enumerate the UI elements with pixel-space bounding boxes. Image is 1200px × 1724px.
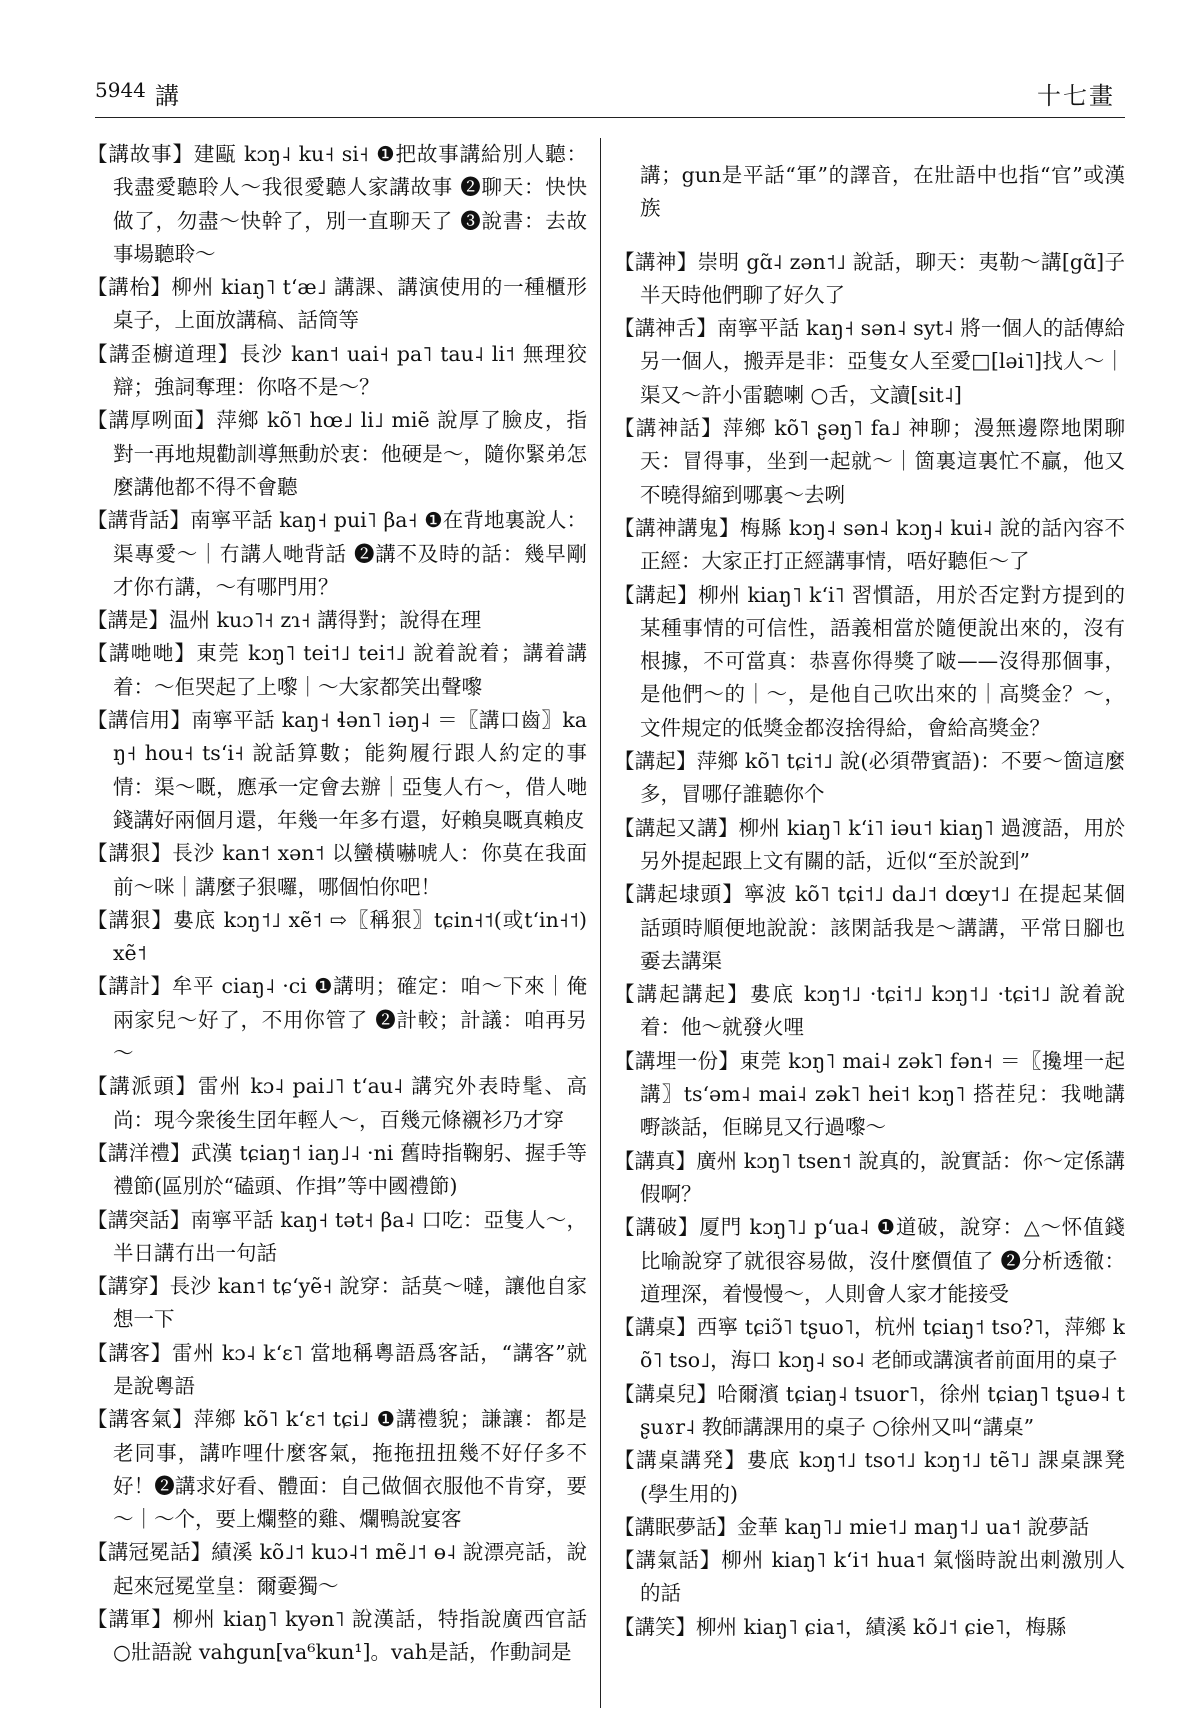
dictionary-entry: 【講起】萍鄉 kõ˥ tɕi˦˩ 說(必須帶賓語)：不要～箇這麼多，冒哪仔誰聽你个 — [614, 749, 1125, 807]
right-column — [614, 138, 1125, 1708]
header-rule — [95, 117, 1125, 118]
dictionary-entry: 【講神】崇明 gɑ̃˨ zən˦˩ 說話，聊天：夷勒～講[gɑ̃]子半天時他們聊了好久了 — [614, 249, 1125, 307]
continued-entry: 講；gun是平話“軍”的譯音，在壯語中也指“官”或漢族 — [640, 162, 1125, 220]
dictionary-entry: 【講笑】柳州 kiaŋ˥ ɕia˦，績溪 kõ˩˦ ɕie˥，梅縣 — [614, 1614, 1067, 1639]
page-number: 5944 — [95, 78, 146, 102]
dictionary-entry: 【講神舌】南寧平話 kaŋ˧ sən˨ syt˨ 將一個人的話傳給另一個人，搬弄是非：亞隻女人至愛□[ləi˥]找人～｜渠又～許小雷聽喇 ○舌，文讀[sit˨] — [614, 316, 1125, 407]
dictionary-entry: 【講突話】南寧平話 kaŋ˧ tət˧ βa˨ 口吃：亞隻人～，半日講冇出一句話 — [87, 1207, 587, 1265]
dictionary-entry: 【講眠夢話】金華 kaŋ˥˩ mie˦˩ maŋ˦˩ ua˦ 說夢話 — [614, 1514, 1090, 1539]
dictionary-entry: 【講破】厦門 kɔŋ˥˩ pʻua˨ ❶道破，說穿：△～怀值錢比喻說穿了就很容易做，沒什麼價值了 ❷分析透徹：道理深，着慢慢～，人則會人家才能接受 — [614, 1215, 1125, 1306]
section-title: 十七畫 — [1037, 82, 1115, 110]
dictionary-entry: 【講計】牟平 ciaŋ˨ ·ci ❶講明；確定：咱～下來｜俺兩家兒～好了，不用你管了 ❷計較；計議：咱再另～ — [87, 974, 587, 1066]
dictionary-entry: 【講桌】西寧 tɕiɔ̃˥ tʂuo˥，杭州 tɕiaŋ˦ tso?˥，萍鄉 kõ˥ tso˩，海口 kɔŋ˨ so˨ 老師或講演者前面用的桌子 — [614, 1315, 1125, 1373]
dictionary-entry: 【講客】雷州 kɔ˨ kʻɛ˥ 當地稱粵語爲客話，“講客”就是說粵語 — [87, 1340, 587, 1398]
page-header — [95, 78, 1125, 114]
dictionary-entry: 【講冠冕話】績溪 kõ˩˦ kuɔ˨˦ mẽ˩˦ ɵ˨ 說漂亮話，說起來冠冕堂皇：爾嫑獨～ — [87, 1540, 587, 1598]
dictionary-entry: 【講厚咧面】萍鄉 kõ˥ hœ˩ li˩ miẽ 說厚了臉皮，指對一再地規勸訓導無動於衷：他硬是～，隨你緊弟怎麼講他都不得不會聽 — [87, 408, 587, 499]
dictionary-entry: 【講氣話】柳州 kiaŋ˥ kʻi˦ hua˦ 氣惱時說出刺激別人的話 — [614, 1548, 1125, 1606]
dictionary-entry: 【講信用】南寧平話 kaŋ˧ ɬən˥ iəŋ˨ ＝〖講口齒〗kaŋ˧ hou˧ tsʻi˧ 說話算數；能夠履行跟人約定的事情：渠～嘅，應承一定會去辦｜亞隻人冇～，借人哋錢講好兩個月還，年幾一年多冇還，好賴臭嘅真賴皮 — [87, 708, 587, 832]
dictionary-entry: 【講是】温州 kuɔ˥˧ zɿ˧ 講得對；說得在理 — [87, 608, 482, 633]
dictionary-entry: 【講埋一份】東莞 kɔŋ˥ mai˨ zək˥ fən˧ ＝〖攙埋一起講〗tsʻəm˨ mai˨ zək˥ hei˦ kɔŋ˥ 搭茬兒：我哋講嘢談話，佢睇見又行過嚟～ — [614, 1048, 1125, 1140]
dictionary-entry: 【講軍】柳州 kiaŋ˥ kyən˥ 說漢話，特指說廣西官話 ○壯語說 vahgun[va⁶kun¹]。vah是話，作動詞是 — [87, 1607, 587, 1665]
dictionary-entry: 【講桌兒】哈爾濱 tɕiaŋ˨ tsuor˥，徐州 tɕiaŋ˥ tʂuə˨ tʂuɤr˨ 教師講課用的桌子 ○徐州又叫“講桌” — [614, 1381, 1125, 1439]
column-divider — [600, 138, 601, 1708]
dictionary-entry: 【講起又講】柳州 kiaŋ˥ kʻi˥ iəu˦ kiaŋ˥ 過渡語，用於另外提起跟上文有關的話，近似“至於說到” — [614, 815, 1125, 873]
dictionary-entry: 【講神話】萍鄉 kõ˥ ʂəŋ˥ fa˩ 神聊；漫無邊際地閑聊天：冒得事，坐到一起就～｜箇裏這裏忙不贏，他又不曉得縮到哪裏～去咧 — [614, 416, 1125, 507]
dictionary-entry: 【講狠】長沙 kan˦ xən˦ 以蠻橫嚇唬人：你莫在我面前～咪｜講麼子狠囉，哪個怕你吧！ — [87, 841, 587, 899]
dictionary-entry: 【講狠】婁底 kɔŋ˦˩ xẽ˦ ⇨〖稱狠〗tɕin˧˦(或tʻin˧˦) xẽ˦ — [87, 907, 587, 966]
left-column — [87, 138, 587, 1708]
dictionary-entry: 【講歪櫥道理】長沙 kan˦ uai˧ pa˥ tau˨ li˦ 無理狡辯；強詞奪理：你咯不是～？ — [87, 341, 587, 400]
dictionary-entry: 【講故事】建甌 kɔŋ˨ ku˧ si˧ ❶把故事講給別人聽：我盡愛聽聆人～我很愛聽人家講故事 ❷聊天：快快做了，勿盡～快幹了，別一直聊天了 ❸說書：去故事場聽聆～ — [87, 142, 587, 266]
dictionary-entry: 【講真】廣州 kɔŋ˥ tsen˦ 說真的，說實話：你～定係講假啊？ — [614, 1148, 1125, 1206]
dictionary-entry: 【講起】柳州 kiaŋ˥ kʻi˥ 習慣語，用於否定對方提到的某種事情的可信性，語義相當於隨便說出來的，沒有根據，不可當真：恭喜你得獎了啵——沒得那個事，是他們～的｜～，是他自己吹出來的｜高獎金？～，文件規定的低獎金都沒捨得給，會給高獎金？ — [614, 582, 1125, 740]
dictionary-entry: 【講客氣】萍鄉 kõ˥ kʻɛ˦ tɕi˩ ❶講禮貌；謙讓：都是老同事，講咋哩什麼客氣，拖拖扭扭幾不好仔多不好！❷講求好看、體面：自己做個衣服他不肯穿，要～｜～个，要上爛整的雞、爛鴨說宴客 — [87, 1407, 587, 1532]
dictionary-entry: 【講背話】南寧平話 kaŋ˧ pui˥ βa˧ ❶在背地裏說人：渠專愛～｜冇講人哋背話 ❷講不及時的話：幾早剛才你冇講，～有哪門用？ — [87, 508, 587, 599]
header-character: 講 — [155, 82, 179, 110]
dictionary-entry: 【講派頭】雷州 kɔ˨ pai˩˥ tʻau˨ 講究外表時髦、高尚：現今衆後生囝年輕人～，百幾元條襯衫乃才穿 — [87, 1074, 587, 1132]
dictionary-entry: 【講神講鬼】梅縣 kɔŋ˨ sən˨ kɔŋ˨ kui˨ 說的話內容不正經：大家正打正經講事情，唔好聽佢～了 — [614, 515, 1125, 574]
dictionary-entry: 【講起埭頭】寧波 kõ˥ tɕi˦˩ da˩˦ dœy˦˩ 在提起某個話頭時順便地說說：該閑話我是～講講，平常日腳也嫑去講渠 — [614, 882, 1125, 973]
dictionary-entry: 【講洋禮】武漢 tɕiaŋ˦ iaŋ˩˨ ·ni 舊時指鞠躬、握手等禮節(區別於“磕頭、作揖”等中國禮節) — [87, 1140, 587, 1199]
dictionary-entry: 【講起講起】婁底 kɔŋ˦˩ ·tɕi˦˩ kɔŋ˦˩ ·tɕi˦˩ 說着說着：他～就發火哩 — [614, 982, 1125, 1040]
dictionary-entry: 【講穿】長沙 kan˦ tɕʻyẽ˧ 說穿：話莫～噠，讓他自家想一下 — [87, 1274, 587, 1332]
dictionary-entry: 【講桌講発】婁底 kɔŋ˦˩ tso˦˩ kɔŋ˦˩ tẽ˥˩ 課桌課凳(學生用的) — [614, 1448, 1125, 1506]
dictionary-entry: 【講哋哋】東莞 kɔŋ˥ tei˦˩ tei˦˩ 說着說着；講着講着：～佢哭起了上嚟｜～大家都笑出聲嚟 — [87, 641, 587, 699]
dictionary-entry: 【講枱】柳州 kiaŋ˥ tʻæ˩ 講課、講演使用的一種櫃形桌子，上面放講稿、話筒等 — [87, 275, 587, 333]
